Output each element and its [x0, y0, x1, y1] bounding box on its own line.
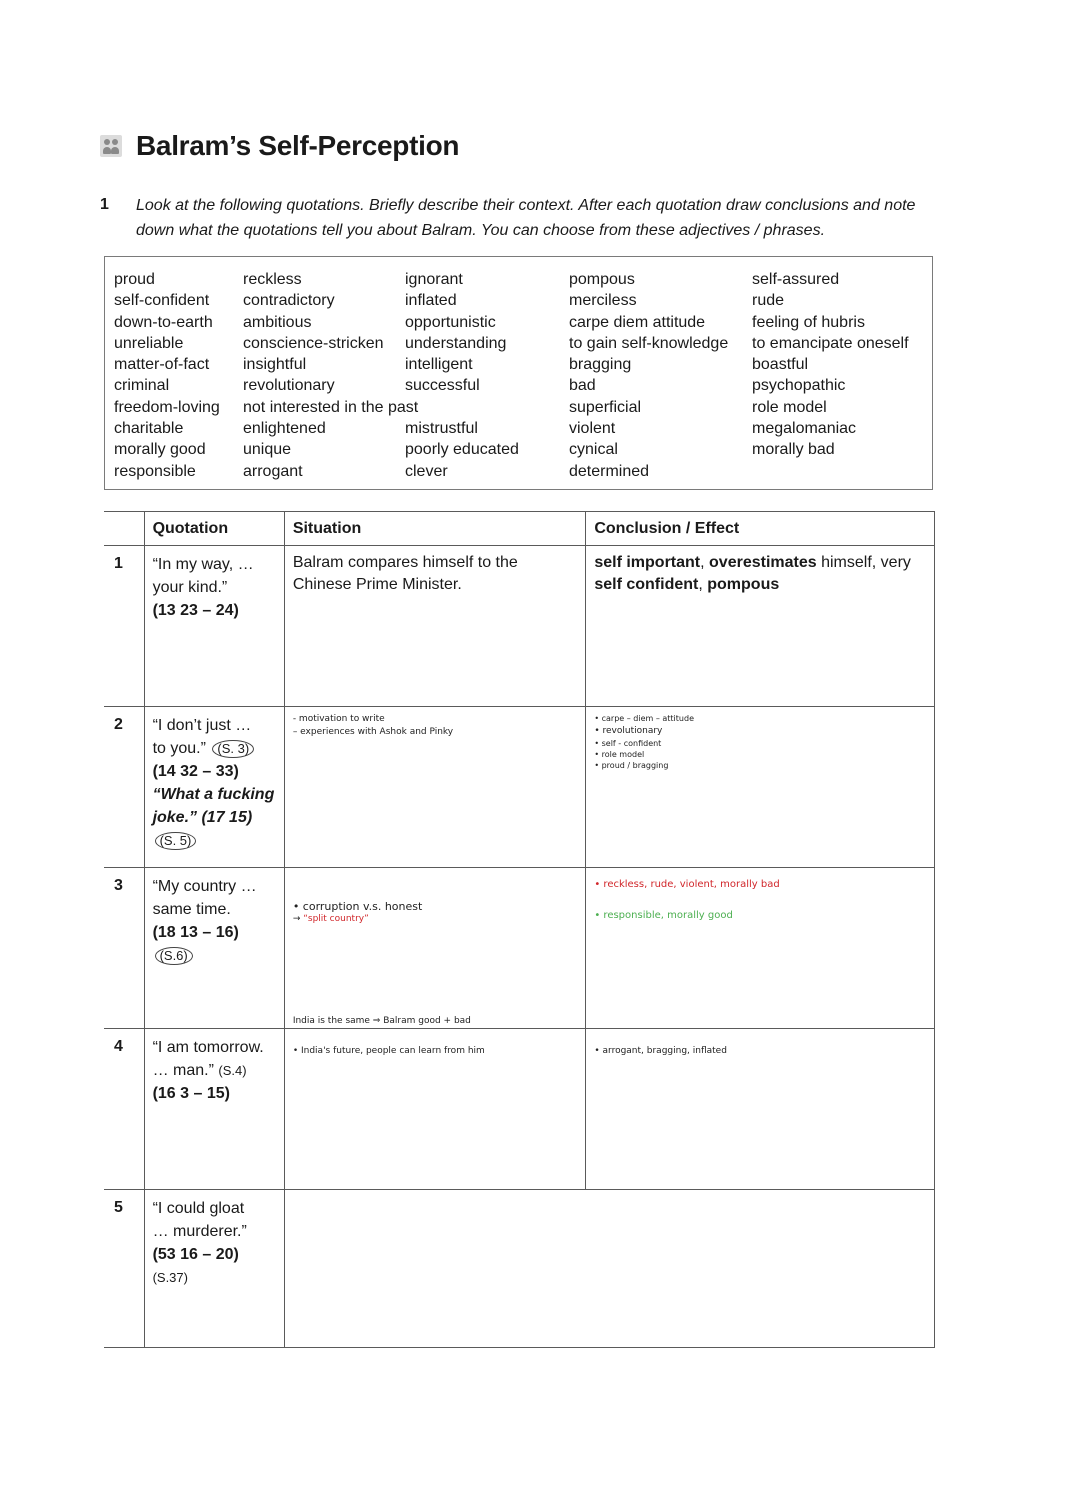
- adjective: opportunistic: [405, 313, 496, 331]
- adjective: violent: [569, 420, 616, 438]
- conclusion-cell: [586, 1029, 935, 1190]
- adjective: to emancipate oneself: [752, 334, 909, 352]
- adjective: superficial: [569, 398, 642, 416]
- row-number: 3: [104, 868, 144, 1029]
- row-number: 4: [104, 1029, 144, 1190]
- quote-line-with-note: [153, 1243, 278, 1289]
- quote-line: “I could gloat: [152, 1200, 245, 1217]
- adjective: to gain self-knowledge: [569, 334, 729, 352]
- arrow-icon: →: [292, 914, 304, 924]
- adjective: not interested in the past: [243, 398, 419, 416]
- conclusion-cell: [586, 1190, 935, 1348]
- quote-reference: (16 3 – 15): [152, 1085, 230, 1102]
- conclusion-cell: [586, 868, 935, 1029]
- handwritten-note-red: “split country”: [303, 914, 369, 924]
- handwritten-note: • arrogant, bragging, inflated: [594, 1046, 727, 1056]
- quote-line: … murderer.”: [152, 1223, 247, 1240]
- conclusion-fragment: ,: [698, 576, 708, 593]
- quote-line: “I am tomorrow.: [152, 1039, 264, 1056]
- handwritten-note: • India's future, people can learn from him: [292, 1046, 485, 1056]
- adjective: morally bad: [752, 441, 835, 459]
- quote-line: joke.” (17 15): [152, 809, 253, 826]
- adjective: insightful: [243, 356, 307, 374]
- page-note: (S. 3): [212, 740, 254, 758]
- quote-line-with-note: [153, 806, 278, 852]
- adjective-column-5: [752, 269, 909, 461]
- adjective: proud: [114, 271, 155, 288]
- adjective: intelligent: [405, 356, 473, 374]
- handwritten-note-green: • responsible, morally good: [594, 910, 733, 921]
- group-icon: [100, 135, 122, 157]
- handwritten-note: • corruption v.s. honest: [292, 900, 423, 913]
- quotation-cell: [144, 546, 284, 707]
- adjective: criminal: [114, 377, 170, 395]
- handwritten-note: – experiences with Ashok and Pinky: [292, 727, 454, 737]
- table-row: [104, 1029, 935, 1190]
- adjective: revolutionary: [243, 377, 335, 395]
- quote-line: same time.: [152, 901, 231, 918]
- adjective-column-1: [114, 269, 220, 482]
- conclusion-text: [594, 552, 926, 596]
- quote-line-with-note: [153, 1059, 278, 1082]
- adjective: unreliable: [114, 334, 184, 352]
- adjective: determined: [569, 462, 650, 480]
- quotation-cell: [144, 1029, 284, 1190]
- adjective: enlightened: [243, 420, 326, 438]
- adjective: reckless: [243, 271, 302, 288]
- quote-line: “In my way, …: [152, 556, 254, 573]
- page-note: (S.37): [152, 1270, 188, 1285]
- quote-line: to you.”: [152, 740, 206, 757]
- adjective: morally good: [114, 441, 206, 459]
- adjective: self-assured: [752, 271, 840, 288]
- quote-line: “What a fucking: [152, 786, 275, 803]
- header-quotation: Quotation: [144, 512, 284, 546]
- conclusion-cell: [586, 707, 935, 868]
- quotation-cell: [144, 707, 284, 868]
- adjective: conscience-stricken: [243, 334, 384, 352]
- quote-reference: (14 32 – 33): [152, 763, 239, 780]
- handwritten-note-red: • reckless, rude, violent, morally bad: [594, 879, 780, 890]
- adjective: responsible: [114, 462, 196, 480]
- page-note: (S.6): [155, 947, 193, 965]
- adjective: poorly educated: [405, 441, 519, 459]
- table-row: [104, 546, 935, 707]
- conclusion-fragment: himself, very: [816, 554, 911, 571]
- task-number: 1: [100, 196, 109, 213]
- situation-cell: [284, 1190, 586, 1348]
- adjective-column-2: [243, 269, 418, 482]
- quote-reference: (18 13 – 16): [152, 924, 239, 941]
- adjective: successful: [405, 377, 480, 395]
- quote-line-with-note: [153, 921, 278, 967]
- quote-reference: (53 16 – 20): [152, 1246, 239, 1263]
- table-row: [104, 1190, 935, 1348]
- task-instruction: [100, 193, 950, 243]
- adjective: down-to-earth: [114, 313, 213, 331]
- adjective: self-confident: [114, 292, 210, 310]
- adjective: ambitious: [243, 313, 312, 331]
- adjective: inflated: [405, 292, 457, 310]
- quotation-cell: [144, 1190, 284, 1348]
- header-situation: Situation: [284, 512, 586, 546]
- table-row: [104, 707, 935, 868]
- page-title: Balram’s Self-Perception: [136, 130, 460, 161]
- quote-line: “My country …: [152, 878, 257, 895]
- quote-line: “I don’t just …: [152, 717, 252, 734]
- conclusion-fragment: ,: [700, 554, 710, 571]
- adjective: contradictory: [243, 292, 335, 310]
- quote-line: … man.”: [152, 1062, 214, 1079]
- adjective: matter-of-fact: [114, 356, 210, 374]
- row-number: 2: [104, 707, 144, 868]
- adjective: bad: [569, 377, 596, 395]
- row-number: 1: [104, 546, 144, 707]
- handwritten-note: India is the same ⇒ Balram good + bad: [292, 1016, 471, 1026]
- row-number: 5: [104, 1190, 144, 1348]
- adjective: ignorant: [405, 271, 463, 288]
- table-row: [104, 868, 935, 1029]
- adjective: feeling of hubris: [752, 313, 865, 331]
- quote-line: your kind.”: [152, 579, 228, 596]
- adjective: rude: [752, 292, 785, 310]
- adjective: charitable: [114, 420, 184, 438]
- adjective: psychopathic: [752, 377, 846, 395]
- task-text: Look at the following quotations. Briefly describe their context. After each quotation draw conclusions and note down what the quotations tell you about Balram. You can choose from these adjectives / phrases.: [136, 197, 916, 239]
- adjective: carpe diem attitude: [569, 313, 706, 331]
- conclusion-keyword: self confident: [594, 576, 699, 593]
- adjective-spacer: [405, 397, 519, 418]
- handwritten-note: [293, 913, 578, 926]
- adjective: bragging: [569, 356, 632, 374]
- handwritten-note: • carpe – diem – attitude: [594, 714, 694, 723]
- quote-line-with-note: [153, 737, 278, 760]
- page-note: (S.4): [218, 1063, 247, 1078]
- adjective: freedom-loving: [114, 398, 220, 416]
- adjective: pompous: [569, 271, 635, 288]
- adjective: cynical: [569, 441, 618, 459]
- adjective-box: [104, 256, 933, 490]
- quote-reference: (13 23 – 24): [152, 602, 239, 619]
- handwritten-note: • self - confident: [594, 739, 662, 748]
- quotation-table: [104, 511, 935, 1348]
- handwritten-note: - motivation to write: [292, 714, 385, 724]
- conclusion-keyword: self important: [594, 554, 701, 571]
- conclusion-keyword: overestimates: [709, 554, 817, 571]
- table-header-row: [104, 512, 935, 546]
- adjective-column-3: [405, 269, 519, 482]
- handwritten-note: • proud / bragging: [594, 761, 669, 770]
- header-number: [104, 512, 144, 546]
- handwritten-note: • revolutionary: [594, 726, 663, 736]
- adjective: unique: [243, 441, 292, 459]
- adjective: megalomaniac: [752, 420, 857, 438]
- adjective: arrogant: [243, 462, 303, 480]
- conclusion-keyword: pompous: [707, 576, 780, 593]
- title-row: [100, 130, 459, 162]
- situation-cell: [284, 707, 586, 868]
- adjective: mistrustful: [405, 420, 478, 438]
- adjective-column-4: [569, 269, 728, 482]
- conclusion-cell: [586, 546, 935, 707]
- adjective: merciless: [569, 292, 637, 310]
- adjective: understanding: [405, 334, 507, 352]
- quotation-cell: [144, 868, 284, 1029]
- handwritten-note: • role model: [594, 750, 645, 759]
- situation-cell: [284, 868, 586, 1029]
- situation-cell: [284, 1029, 586, 1190]
- situation-text: Balram compares himself to the Chinese Prime Minister.: [292, 554, 518, 593]
- adjective: role model: [752, 398, 827, 416]
- page-note: (S. 5): [155, 832, 197, 850]
- adjective: clever: [405, 462, 448, 480]
- situation-cell: [284, 546, 586, 707]
- header-conclusion: Conclusion / Effect: [586, 512, 935, 546]
- adjective: boastful: [752, 356, 809, 374]
